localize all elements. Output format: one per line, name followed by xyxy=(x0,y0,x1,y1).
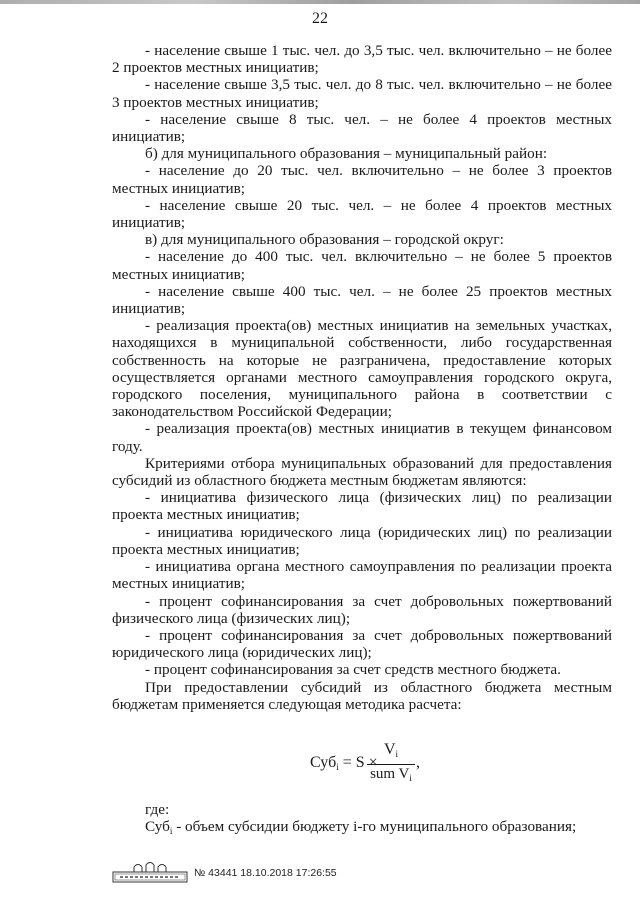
registry-stamp-icon xyxy=(112,861,188,883)
paragraph-district-up-to-20000: - население до 20 тыс. чел. включительно – не более 3 проектов местных инициатив; xyxy=(112,162,612,197)
registration-number-date: № 43441 18.10.2018 17:26:55 xyxy=(194,867,337,879)
paragraph-cofinancing-legal-entities: - процент софинансирования за счет добровольных пожертвований юридического лица (юридических лиц); xyxy=(112,626,612,662)
paragraph-municipal-district-heading: б) для муниципального образования – муниципальный район: xyxy=(145,145,548,163)
paragraph-population-3500-8000: - население свыше 3,5 тыс. чел. до 8 тыс. чел. включительно – не более 3 проектов местных инициатив; xyxy=(112,76,612,111)
formula-num-sub: i xyxy=(395,748,399,759)
formula-den-sub: i xyxy=(409,773,412,784)
paragraph-criterion-legal-entity: - инициатива юридического лица (юридических лиц) по реализации проекта местных инициатив; xyxy=(112,523,612,558)
paragraph-city-up-to-400000: - население до 400 тыс. чел. включительно – не более 5 проектов местных инициатив; xyxy=(112,248,612,283)
document-body xyxy=(112,42,612,840)
paragraph-land-plots: - реализация проекта(ов) местных инициатив на земельных участках, находящихся в муниципальной собственности, либо государственная собственность на которые не разграничена, предоставление которых осуществляется органами местного самоуправления городского округа, городского поселения, муниципального района в соответствии с законодательством Российской Федерации; xyxy=(112,317,612,421)
paragraph-definition-subi xyxy=(112,818,612,840)
definition-term: Суб xyxy=(145,818,170,836)
subsidy-formula xyxy=(112,741,612,787)
paragraph-methodology-intro: При предоставлении субсидий из областного бюджета местным бюджетам применяется следующая методика расчета: xyxy=(112,678,612,713)
formula-fraction xyxy=(367,741,415,787)
page-number: 22 xyxy=(312,10,328,27)
paragraph-criteria-intro: Критериями отбора муниципальных образований для предоставления субсидий из областного бюджета местным бюджетам являются: xyxy=(112,454,612,490)
paragraph-criterion-individual: - инициатива физического лица (физических лиц) по реализации проекта местных инициатив; xyxy=(112,489,612,524)
paragraph-where: где: xyxy=(145,800,170,818)
formula-trailing-comma: , xyxy=(416,753,420,771)
paragraph-cofinancing-local-budget: - процент софинансирования за счет средств местного бюджета. xyxy=(145,661,561,679)
paragraph-population-1-3500: - население свыше 1 тыс. чел. до 3,5 тыс. чел. включительно – не более 2 проектов местных инициатив; xyxy=(112,42,612,77)
paragraph-city-over-400000: - население свыше 400 тыс. чел. – не более 25 проектов местных инициатив; xyxy=(112,282,612,318)
scan-edge xyxy=(0,0,640,4)
formula-lhs-main: Суб xyxy=(310,753,337,771)
paragraph-current-year: - реализация проекта(ов) местных инициатив в текущем финансовом году. xyxy=(112,420,612,455)
definition-term-sub: i xyxy=(169,826,173,837)
paragraph-district-over-20000: - население свыше 20 тыс. чел. – не более 4 проектов местных инициатив; xyxy=(112,196,612,232)
paragraph-criterion-local-authority: - инициатива органа местного самоуправления по реализации проекта местных инициатив; xyxy=(112,558,612,593)
formula-den-main: sum V xyxy=(370,766,410,783)
paragraph-city-district-heading: в) для муниципального образования – городской округ: xyxy=(145,231,504,249)
formula-denominator xyxy=(367,765,415,787)
formula-numerator xyxy=(367,741,415,765)
formula-lhs-tail: = S × xyxy=(338,753,378,771)
paragraph-population-over-8000: - население свыше 8 тыс. чел. – не более 4 проектов местных инициатив; xyxy=(112,110,612,146)
definition-text: - объем субсидии бюджету i-го муниципального образования; xyxy=(172,818,577,836)
formula-num-main: V xyxy=(383,740,396,758)
formula-lhs-sub: i xyxy=(336,761,339,772)
footer-stamp xyxy=(112,861,412,885)
paragraph-cofinancing-individuals: - процент софинансирования за счет добровольных пожертвований физического лица (физических лиц); xyxy=(112,592,612,627)
